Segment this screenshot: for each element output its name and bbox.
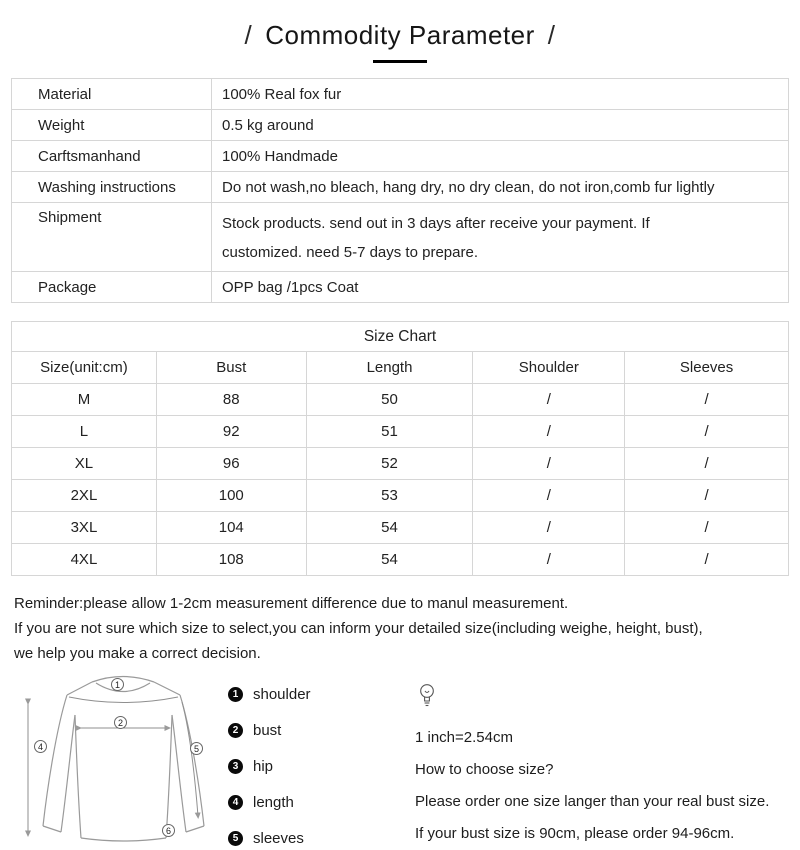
- measure-label: bust: [253, 721, 282, 739]
- size-chart-title-row: [12, 322, 789, 352]
- reminder-block: [14, 591, 800, 666]
- choose-size-question: How to choose size?: [415, 761, 554, 778]
- size-cell: 3XL: [12, 512, 157, 544]
- bulb-icon: [417, 682, 437, 710]
- size-cell: 100: [156, 480, 306, 512]
- measure-label: hip: [253, 757, 274, 775]
- sweater-drawing: [20, 670, 228, 850]
- size-tip-2: If your bust size is 90cm, please order 94-96cm.: [415, 825, 735, 842]
- table-row: [12, 79, 789, 110]
- size-cell: /: [473, 512, 625, 544]
- size-cell: /: [625, 544, 789, 576]
- size-tip-1: Please order one size langer than your real bust size.: [415, 793, 770, 810]
- measure-label: sleeves: [253, 829, 304, 847]
- size-cell: /: [473, 416, 625, 448]
- table-row: [12, 384, 789, 416]
- size-cell: 96: [156, 448, 306, 480]
- list-item: [228, 748, 311, 784]
- table-row: [12, 480, 789, 512]
- size-cell: 92: [156, 416, 306, 448]
- size-cell: 54: [306, 512, 473, 544]
- table-row: [12, 416, 789, 448]
- param-label: Package: [12, 272, 212, 303]
- size-cell: 104: [156, 512, 306, 544]
- size-cell: /: [473, 480, 625, 512]
- size-cell: 52: [306, 448, 473, 480]
- size-cell: /: [473, 448, 625, 480]
- diagram-marker-shoulder: 1: [111, 678, 124, 691]
- size-cell: 51: [306, 416, 473, 448]
- size-cell: /: [625, 384, 789, 416]
- size-cell: /: [473, 544, 625, 576]
- title-slash-left: /: [244, 20, 253, 50]
- reminder-line: we help you make a correct decision.: [14, 645, 261, 662]
- measure-label: shoulder: [253, 685, 311, 703]
- size-cell: 108: [156, 544, 306, 576]
- measurement-guide-section: [0, 670, 800, 850]
- param-label: Shipment: [12, 203, 212, 272]
- size-cell: /: [625, 416, 789, 448]
- size-cell: XL: [12, 448, 157, 480]
- param-label: Washing instructions: [12, 172, 212, 203]
- measure-bullet: 3: [228, 759, 243, 774]
- param-label: Weight: [12, 110, 212, 141]
- table-row: [12, 448, 789, 480]
- diagram-marker-hip: 6: [162, 824, 175, 837]
- size-cell: 2XL: [12, 480, 157, 512]
- column-header: Bust: [156, 352, 306, 384]
- list-item: [228, 820, 311, 850]
- table-row: [12, 203, 789, 272]
- size-cell: 4XL: [12, 544, 157, 576]
- title-slash-right: /: [547, 20, 556, 50]
- measure-label: length: [253, 793, 294, 811]
- table-row: [12, 544, 789, 576]
- table-row: [12, 272, 789, 303]
- inch-conversion: 1 inch=2.54cm: [415, 729, 513, 746]
- size-cell: /: [473, 384, 625, 416]
- column-header: Size(unit:cm): [12, 352, 157, 384]
- size-cell: L: [12, 416, 157, 448]
- param-value: Stock products. send out in 3 days after receive your payment. If customized. need 5-7 days to prepare.: [212, 203, 789, 272]
- param-value: OPP bag /1pcs Coat: [212, 272, 789, 303]
- title-underline: [373, 60, 427, 63]
- size-cell: 54: [306, 544, 473, 576]
- diagram-marker-length: 4: [34, 740, 47, 753]
- param-value: 100% Real fox fur: [212, 79, 789, 110]
- size-chart-table: [11, 321, 789, 576]
- size-cell: M: [12, 384, 157, 416]
- diagram-marker-sleeves: 5: [190, 742, 203, 755]
- list-item: [228, 676, 311, 712]
- reminder-line: Reminder:please allow 1-2cm measurement difference due to manul measurement.: [14, 595, 569, 612]
- page-header: [0, 0, 800, 63]
- param-value: 0.5 kg around: [212, 110, 789, 141]
- measurement-list: [228, 676, 311, 850]
- measure-bullet: 2: [228, 723, 243, 738]
- measure-bullet: 4: [228, 795, 243, 810]
- table-row: [12, 141, 789, 172]
- size-chart-title: Size Chart: [12, 322, 789, 352]
- param-label: Material: [12, 79, 212, 110]
- param-value: 100% Handmade: [212, 141, 789, 172]
- column-header: Sleeves: [625, 352, 789, 384]
- size-cell: /: [625, 448, 789, 480]
- measure-bullet: 5: [228, 831, 243, 846]
- list-item: [228, 712, 311, 748]
- size-tips: [415, 672, 785, 842]
- size-cell: 50: [306, 384, 473, 416]
- reminder-line: If you are not sure which size to select,you can inform your detailed size(including weighe, height, bust),: [14, 620, 703, 637]
- table-row: [12, 172, 789, 203]
- column-header: Shoulder: [473, 352, 625, 384]
- title-text: Commodity Parameter: [265, 20, 535, 50]
- measure-bullet: 1: [228, 687, 243, 702]
- size-chart-header-row: [12, 352, 789, 384]
- param-label: Carftsmanhand: [12, 141, 212, 172]
- table-row: [12, 512, 789, 544]
- size-cell: /: [625, 512, 789, 544]
- garment-diagram: [20, 670, 228, 850]
- table-row: [12, 110, 789, 141]
- size-cell: 53: [306, 480, 473, 512]
- list-item: [228, 784, 311, 820]
- param-value: Do not wash,no bleach, hang dry, no dry clean, do not iron,comb fur lightly: [212, 172, 789, 203]
- column-header: Length: [306, 352, 473, 384]
- page-title: [0, 20, 800, 51]
- parameters-table: [11, 78, 789, 303]
- size-cell: /: [625, 480, 789, 512]
- diagram-marker-bust: 2: [114, 716, 127, 729]
- size-cell: 88: [156, 384, 306, 416]
